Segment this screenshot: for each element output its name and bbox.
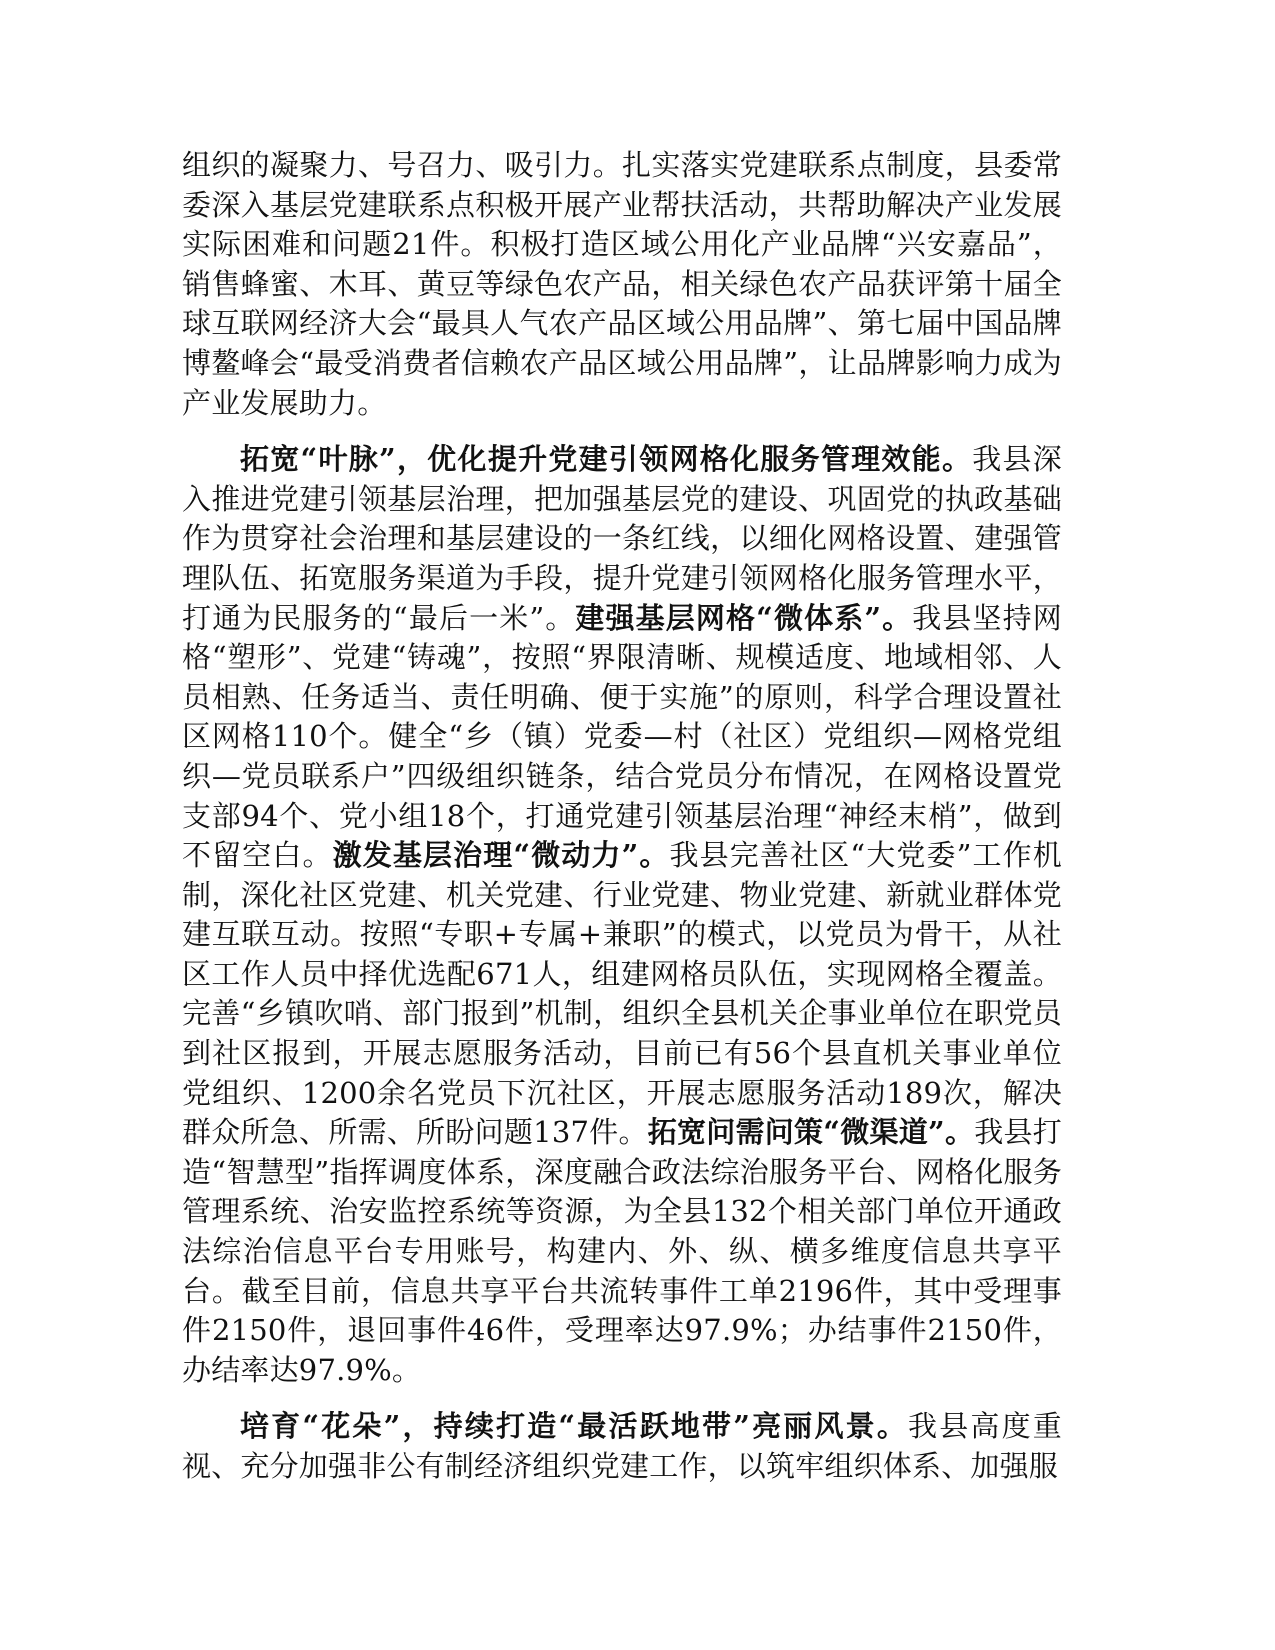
paragraph-2	[182, 440, 1062, 1390]
paragraph-3	[182, 1407, 1062, 1486]
body-text: 组织的凝聚力、号召力、吸引力。扎实落实党建联系点制度，县委常委深入基层党建联系点积极开展产业帮扶活动，共帮助解决产业发展实际困难和问题21件。积极打造区域公用化产业品牌“兴安嘉品”，销售蜂蜜、木耳、黄豆等绿色农产品，相关绿色农产品获评第十届全球互联网经济大会“最具人气农产品区域公用品牌”、第七届中国品牌博鳌峰会“最受消费者信赖农产品区域公用品牌”，让品牌影响力成为产业发展助力。	[182, 148, 1062, 420]
body-text: 我县深入推进党建引领基层治理，把加强基层党的建设、巩固党的执政基础作为贯穿社会治理和基层建设的一条红线，以细化网格设置、建强管理队伍、拓宽服务渠道为手段，提升党建引领网格化服务管理水平，打通为民服务的“最后一米”。	[182, 442, 1062, 635]
document-page	[182, 146, 1062, 1487]
body-text: 我县坚持网格“塑形”、党建“铸魂”，按照“界限清晰、规模适度、地域相邻、人员相熟、任务适当、责任明确、便于实施”的原则，科学合理设置社区网格110个。健全“乡（镇）党委—村（社区）党组织—网格党组织—党员联系户”四级组织链条，结合党员分布情况，在网格设置党支部94个、党小组18个，打通党建引领基层治理“神经末梢”，做到不留空白。	[182, 600, 1062, 873]
body-text: 我县高度重视、充分加强非公有制经济组织党建工作，以筑牢组织体系、加强服	[182, 1409, 1062, 1483]
paragraph-1	[182, 146, 1062, 423]
subheading-micro-power: 激发基层治理“微动力”。	[332, 838, 670, 873]
body-text: 我县打造“智慧型”指挥调度体系，深度融合政法综治服务平台、网格化服务管理系统、治安监控系统等资源，为全县132个相关部门单位开通政法综治信息平台专用账号，构建内、外、纵、横多维度信息共享平台。截至目前，信息共享平台共流转事件工单2196件，其中受理事件2150件，退回事件46件，受理率达97.9%；办结事件2150件，办结率达97.9%。	[182, 1115, 1062, 1387]
body-text: 我县完善社区“大党委”工作机制，深化社区党建、机关党建、行业党建、物业党建、新就业群体党建互联互动。按照“专职+专属+兼职”的模式，以党员为骨干，从社区工作人员中择优选配671人，组建网格员队伍，实现网格全覆盖。完善“乡镇吹哨、部门报到”机制，组织全县机关企事业单位在职党员到社区报到，开展志愿服务活动，目前已有56个县直机关事业单位党组织、1200余名党员下沉社区，开展志愿服务活动189次，解决群众所急、所需、所盼问题137件。	[182, 838, 1062, 1150]
section-heading-leaf-veins: 拓宽“叶脉”，优化提升党建引领网格化服务管理效能。	[240, 442, 973, 477]
subheading-micro-channel: 拓宽问需问策“微渠道”。	[647, 1115, 975, 1150]
subheading-micro-system: 建强基层网格“微体系”。	[575, 600, 913, 635]
section-heading-flowers: 培育“花朵”，持续打造“最活跃地带”亮丽风景。	[240, 1409, 909, 1444]
